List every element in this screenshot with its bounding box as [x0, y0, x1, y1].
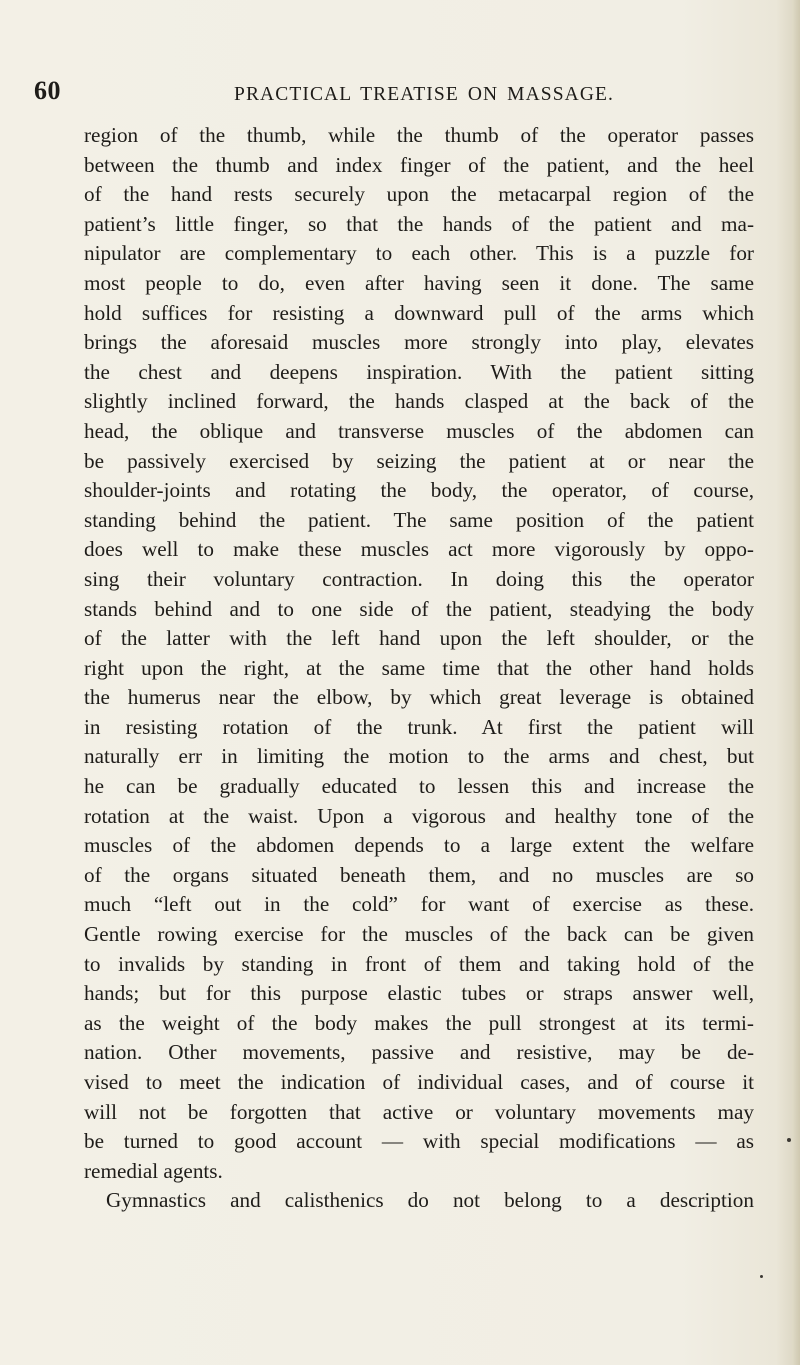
- text-line: sing their voluntary contraction. In doing this the operator: [84, 566, 754, 591]
- text-line: stands behind and to one side of the patient, steadying the body: [84, 596, 754, 621]
- page-edge: [792, 0, 800, 1365]
- paragraph: [84, 1186, 754, 1216]
- running-head: [34, 76, 774, 112]
- ink-speck: [787, 1138, 791, 1142]
- text-line: hands; but for this purpose elastic tubes or straps answer well,: [84, 981, 754, 1006]
- text-line: muscles of the abdomen depends to a large extent the welfare: [84, 833, 754, 858]
- text-line: rotation at the waist. Upon a vigorous and healthy tone of the: [84, 803, 754, 828]
- text-line: of the hand rests securely upon the metacarpal region of the: [84, 182, 754, 207]
- text-line: shoulder-joints and rotating the body, the operator, of course,: [84, 478, 754, 503]
- text-line: vised to meet the indication of individual cases, and of course it: [84, 1070, 754, 1094]
- text-line: region of the thumb, while the thumb of the operator passes: [84, 123, 754, 147]
- text-line: nation. Other movements, passive and resistive, may be de-: [84, 1040, 754, 1065]
- text-line: brings the aforesaid muscles more strongly into play, elevates: [84, 330, 754, 355]
- ink-speck: [760, 1275, 763, 1278]
- text-line: will not be forgotten that active or voluntary movements may: [84, 1099, 754, 1124]
- text-line: Gymnastics and calisthenics do not belong to a description: [106, 1188, 754, 1213]
- page-number: 60: [34, 76, 61, 105]
- text-line: right upon the right, at the same time that the other hand holds: [84, 655, 754, 680]
- text-line: nipulator are complementary to each other. This is a puzzle for: [84, 241, 754, 266]
- text-line: hold suffices for resisting a downward pull of the arms which: [84, 300, 754, 325]
- text-line: most people to do, even after having seen it done. The same: [84, 270, 754, 295]
- text-line: between the thumb and index finger of the patient, and the heel: [84, 152, 754, 177]
- text-line: the humerus near the elbow, by which great leverage is obtained: [84, 685, 754, 710]
- text-line: slightly inclined forward, the hands clasped at the back of the: [84, 389, 754, 414]
- text-line: of the organs situated beneath them, and no muscles are so: [84, 862, 754, 887]
- text-line: be turned to good account — with special modifications — as: [84, 1129, 754, 1154]
- text-line: much “left out in the cold” for want of exercise as these.: [84, 892, 754, 917]
- text-line: of the latter with the left hand upon the left shoulder, or the: [84, 626, 754, 651]
- text-line: to invalids by standing in front of them and taking hold of the: [84, 951, 754, 976]
- text-line: Gentle rowing exercise for the muscles of the back can be given: [84, 922, 754, 947]
- text-line: the chest and deepens inspiration. With the patient sitting: [84, 359, 754, 384]
- text-line: head, the oblique and transverse muscles of the abdomen can: [84, 418, 754, 443]
- paragraph: [84, 121, 754, 1186]
- text-line: he can be gradually educated to lessen this and increase the: [84, 774, 754, 799]
- text-line: standing behind the patient. The same position of the patient: [84, 507, 754, 532]
- text-line: be passively exercised by seizing the patient at or near the: [84, 448, 754, 473]
- text-line: naturally err in limiting the motion to the arms and chest, but: [84, 744, 754, 769]
- text-line: in resisting rotation of the trunk. At first the patient will: [84, 714, 754, 739]
- text-line: as the weight of the body makes the pull strongest at its termi-: [84, 1010, 754, 1035]
- text-line: patient’s little finger, so that the hands of the patient and ma-: [84, 211, 754, 236]
- text-line: remedial agents.: [84, 1158, 223, 1183]
- body-text: [84, 121, 754, 1216]
- text-line: does well to make these muscles act more vigorously by oppo-: [84, 537, 754, 562]
- running-title: PRACTICAL TREATISE ON MASSAGE.: [234, 84, 615, 105]
